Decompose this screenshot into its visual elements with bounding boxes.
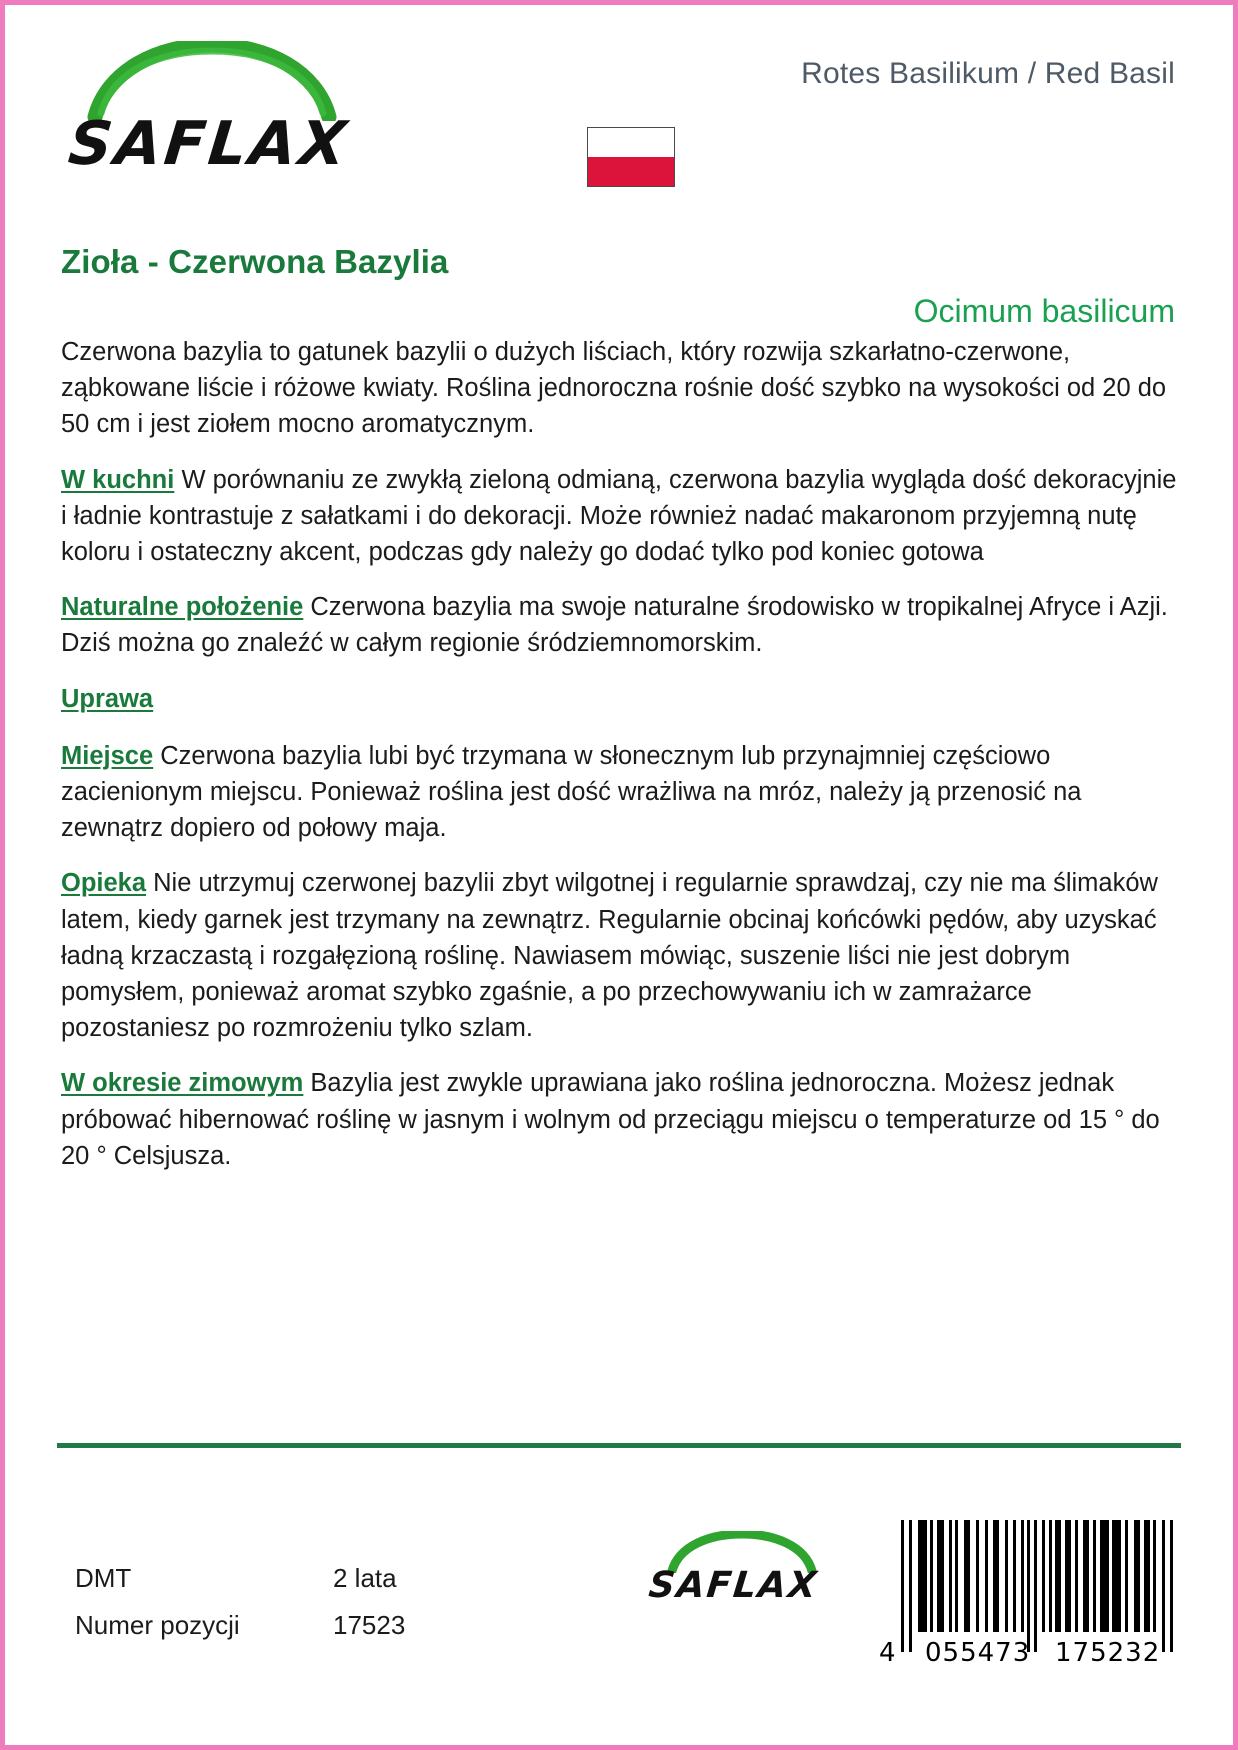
section-heading-cultivation: Uprawa bbox=[61, 684, 154, 713]
saflax-wordmark: SAFLAX bbox=[65, 109, 353, 179]
meta-value-item-number: 17523 bbox=[333, 1610, 406, 1640]
flag-stripe-white bbox=[588, 128, 674, 157]
section-heading-place: Miejsce bbox=[61, 741, 154, 770]
saflax-wordmark-footer: SAFLAX bbox=[646, 1565, 821, 1606]
section-text-natural-location: Czerwona bazylia ma swoje naturalne środowisko w tropikalnej Afryce i Azji. Dziś można go znaleźć w całym regionie śródziemnomorskim. bbox=[61, 593, 1168, 658]
section-text-winter: Bazylia jest zwykle uprawiana jako roślina jednoroczna. Możesz jednak próbować hibernować roślinę w jasnym i wolnym od przeciągu miejscu o temperaturze od 15 ° do 20 ° Celsjusza. bbox=[61, 1069, 1160, 1170]
barcode-digits bbox=[879, 1638, 1181, 1678]
section-heading-natural-location: Naturalne położenie bbox=[61, 593, 304, 622]
paragraph-kitchen bbox=[61, 462, 1179, 571]
section-heading-care: Opieka bbox=[61, 869, 147, 898]
section-text-place: Czerwona bazylia lubi być trzymana w słonecznym lub przynajmniej częściowo zacienionym miejscu. Ponieważ roślina jest dość wrażliwa na mróz, należy ją przenosić na zewnątrz dopiero od połowy maja. bbox=[61, 741, 1082, 843]
section-heading-kitchen: W kuchni bbox=[61, 465, 175, 494]
ean13-barcode bbox=[879, 1520, 1181, 1690]
paragraph-care bbox=[61, 865, 1179, 1046]
meta-label-dmt: DMT bbox=[75, 1563, 132, 1593]
table-row bbox=[75, 1563, 405, 1594]
section-text-kitchen: W porównaniu ze zwykłą zieloną odmianą, czerwona bazylia wygląda dość dekoracyjnie i ładnie kontrastuje z sałatkami i do dekoracji. Może również nadać makaronom przyjemną nutę koloru i ostateczny akcent, podczas gdy należy go dodać tylko pod koniec gotowa bbox=[61, 465, 1177, 567]
packet-footer bbox=[57, 1525, 1181, 1715]
paragraph-winter bbox=[61, 1065, 1179, 1174]
packet-inner bbox=[5, 5, 1233, 1745]
product-name-de-en: Rotes Basilikum / Red Basil bbox=[801, 57, 1175, 90]
description-body bbox=[61, 334, 1179, 1174]
product-meta-table bbox=[75, 1563, 405, 1657]
table-row bbox=[75, 1610, 405, 1641]
barcode-left-group: 055473 bbox=[925, 1638, 1031, 1668]
flag-stripe-red bbox=[588, 157, 674, 186]
barcode-bars bbox=[879, 1520, 1181, 1652]
poland-flag-icon bbox=[587, 127, 675, 187]
paragraph-intro: Czerwona bazylia to gatunek bazylii o dużych liściach, który rozwija szkarłatno-czerwone, ząbkowane liście i różowe kwiaty. Roślina jednoroczna rośnie dość szybko na wysokości od 20 do 50 cm i jest ziołem mocno aromatycznym. bbox=[61, 338, 1167, 439]
paragraph-natural-location bbox=[61, 589, 1179, 661]
paragraph-cultivation bbox=[61, 681, 1179, 719]
barcode-right-group: 175232 bbox=[1055, 1638, 1161, 1668]
page-title: Zioła - Czerwona Bazylia bbox=[61, 243, 449, 280]
saflax-logo-footer bbox=[646, 1531, 869, 1641]
section-heading-winter: W okresie zimowym bbox=[61, 1069, 304, 1098]
packet-header bbox=[57, 27, 1181, 207]
botanical-name: Ocimum basilicum bbox=[913, 293, 1175, 329]
meta-label-item-number: Numer pozycji bbox=[75, 1610, 240, 1640]
barcode-first-digit: 4 bbox=[879, 1638, 896, 1668]
meta-value-dmt: 2 lata bbox=[333, 1563, 397, 1593]
section-text-care: Nie utrzymuj czerwonej bazylii zbyt wilgotnej i regularnie sprawdzaj, czy nie ma ślimaków latem, kiedy garnek jest trzymany na zewnątrz. Regularnie obcinaj końcówki pędów, aby uzyskać ładną krzaczastą i rozgałęzioną roślinę. Nawiasem mówiąc, suszenie liści nie jest dobrym pomysłem, ponieważ aromat szybko zgaśnie, a po przechowywaniu ich w zamrażarce pozostaniesz po rozmrożeniu tylko szlam. bbox=[61, 869, 1158, 1043]
saflax-logo bbox=[65, 37, 369, 197]
paragraph-place bbox=[61, 738, 1179, 847]
section-divider bbox=[57, 1443, 1181, 1448]
